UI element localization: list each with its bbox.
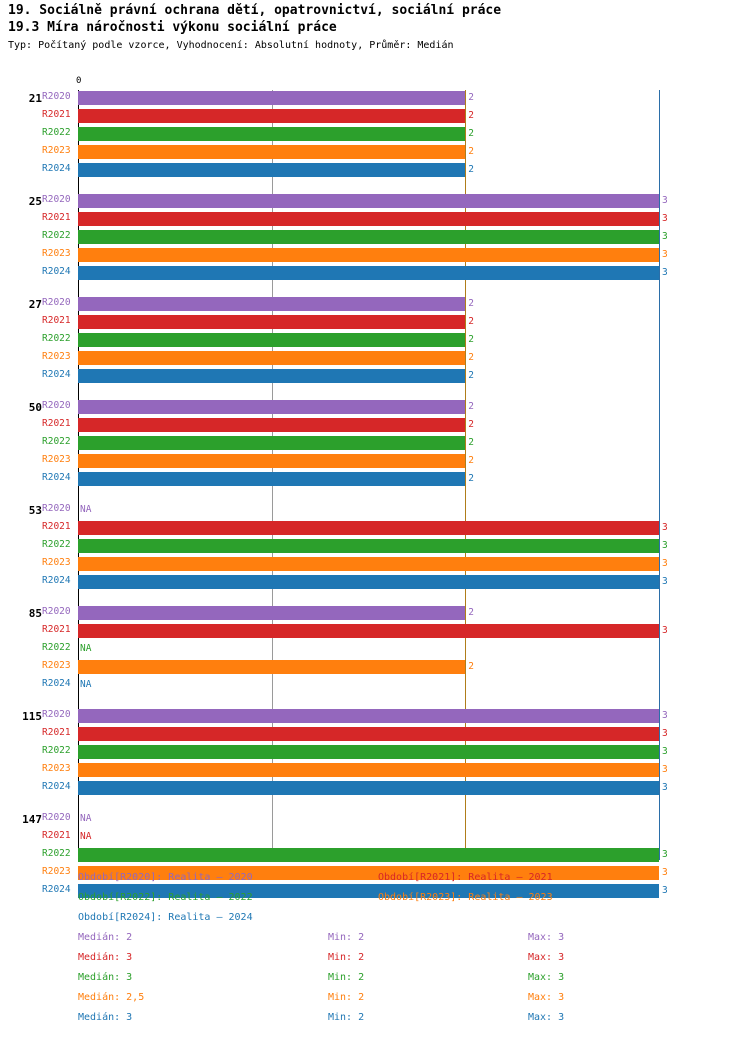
bar-value-label: 2: [468, 607, 475, 618]
bar[interactable]: [78, 539, 659, 553]
bar[interactable]: [78, 333, 465, 347]
series-row-label: R2023: [42, 351, 71, 362]
series-row-label: R2023: [42, 145, 71, 156]
bar-value-label: 2: [468, 473, 475, 484]
series-row-label: R2022: [42, 745, 71, 756]
bar[interactable]: [78, 521, 659, 535]
bar[interactable]: [78, 624, 659, 638]
stat-min: Min: 2: [328, 932, 365, 943]
chart-bar-row[interactable]: [42, 90, 688, 106]
group-label: 53: [28, 504, 42, 517]
chart-bar-row[interactable]: [42, 211, 688, 227]
page-title-line1: 19. Sociálně právní ochrana dětí, opatrovnictví, sociální práce: [8, 3, 502, 18]
bar-value-label: 3: [661, 195, 668, 206]
series-row-label: R2021: [42, 624, 71, 635]
chart-bar-row[interactable]: [42, 677, 688, 693]
chart-bar-row[interactable]: [42, 811, 688, 827]
bar[interactable]: [78, 660, 465, 674]
bar-value-label: 3: [661, 728, 668, 739]
bar-value-label: 2: [468, 92, 475, 103]
bar[interactable]: [78, 472, 465, 486]
chart-bar-row[interactable]: [42, 296, 688, 312]
legend-item-R2022[interactable]: Období[R2022]: Realita – 2022: [78, 892, 253, 903]
bar[interactable]: [78, 91, 465, 105]
stat-median: Medián: 2: [78, 932, 133, 943]
stat-max: Max: 3: [528, 992, 565, 1003]
page-title-line2: 19.3 Míra náročnosti výkonu sociální práce: [8, 20, 337, 35]
stat-median: Medián: 3: [78, 1012, 133, 1023]
stat-median: Medián: 3: [78, 972, 133, 983]
bar[interactable]: [78, 727, 659, 741]
series-row-label: R2022: [42, 642, 71, 653]
series-row-label: R2020: [42, 606, 71, 617]
bar-value-label: 2: [468, 128, 475, 139]
series-row-label: R2023: [42, 454, 71, 465]
bar-value-label: 2: [468, 298, 475, 309]
bar[interactable]: [78, 315, 465, 329]
chart-bar-row[interactable]: [42, 708, 688, 724]
chart-bar-row[interactable]: [42, 265, 688, 281]
series-row-label: R2023: [42, 763, 71, 774]
group-label: 25: [28, 195, 42, 208]
legend-row: [78, 872, 698, 892]
bar[interactable]: [78, 212, 659, 226]
stat-min: Min: 2: [328, 952, 365, 963]
chart-bar-row[interactable]: [42, 829, 688, 845]
bar[interactable]: [78, 848, 659, 862]
group-label: 27: [28, 298, 42, 311]
bar[interactable]: [78, 454, 465, 468]
stat-min: Min: 2: [328, 992, 365, 1003]
bar-value-label: 2: [468, 164, 475, 175]
legend-row: [78, 912, 698, 932]
bar[interactable]: [78, 557, 659, 571]
legend-row: [78, 892, 698, 912]
stat-max: Max: 3: [528, 952, 565, 963]
series-row-label: R2021: [42, 521, 71, 532]
chart-bar-row[interactable]: [42, 247, 688, 263]
bar[interactable]: [78, 230, 659, 244]
bar-value-label: 2: [468, 370, 475, 381]
bar-value-label: 3: [661, 625, 668, 636]
series-row-label: R2021: [42, 727, 71, 738]
series-row-label: R2020: [42, 812, 71, 823]
bar-value-label: 3: [661, 558, 668, 569]
bar-na-label: NA: [80, 679, 92, 690]
axis-origin-label: 0: [76, 76, 82, 86]
series-row-label: R2022: [42, 333, 71, 344]
bar-value-label: 3: [661, 576, 668, 587]
series-row-label: R2021: [42, 109, 71, 120]
stat-max: Max: 3: [528, 1012, 565, 1023]
chart-bar-row[interactable]: [42, 162, 688, 178]
bar-value-label: 2: [468, 437, 475, 448]
stats-row: [78, 1012, 698, 1032]
chart-subtitle: Typ: Počítaný podle vzorce, Vyhodnocení: Absolutní hodnoty, Průměr: Medián: [8, 40, 454, 51]
bar[interactable]: [78, 297, 465, 311]
bar-na-label: NA: [80, 831, 92, 842]
bar[interactable]: [78, 266, 659, 280]
bar-value-label: 3: [661, 746, 668, 757]
bar[interactable]: [78, 418, 465, 432]
legend-item-R2021[interactable]: Období[R2021]: Realita – 2021: [378, 872, 553, 883]
bar-value-label: 3: [661, 267, 668, 278]
chart-bar-row[interactable]: [42, 368, 688, 384]
bar-value-label: 3: [661, 782, 668, 793]
chart-bar-row[interactable]: [42, 229, 688, 245]
series-row-label: R2020: [42, 400, 71, 411]
bar-value-label: 3: [661, 764, 668, 775]
series-row-label: R2024: [42, 163, 71, 174]
stats-row: [78, 992, 698, 1012]
series-row-label: R2021: [42, 830, 71, 841]
group-label: 115: [22, 710, 42, 723]
chart-bar-row[interactable]: [42, 435, 688, 451]
bar-na-label: NA: [80, 813, 92, 824]
series-row-label: R2024: [42, 369, 71, 380]
bar[interactable]: [78, 194, 659, 208]
chart-legend: [78, 872, 698, 1032]
chart-bar-row[interactable]: [42, 605, 688, 621]
series-row-label: R2023: [42, 660, 71, 671]
series-row-label: R2020: [42, 194, 71, 205]
series-row-label: R2024: [42, 575, 71, 586]
series-row-label: R2021: [42, 212, 71, 223]
series-row-label: R2024: [42, 884, 71, 895]
series-row-label: R2024: [42, 678, 71, 689]
bar[interactable]: [78, 436, 465, 450]
chart-bar-row[interactable]: [42, 847, 688, 863]
series-row-label: R2022: [42, 127, 71, 138]
bar[interactable]: [78, 763, 659, 777]
group-label: 147: [22, 813, 42, 826]
series-row-label: R2020: [42, 91, 71, 102]
series-row-label: R2022: [42, 230, 71, 241]
chart-bar-row[interactable]: [42, 471, 688, 487]
chart-bar-row[interactable]: [42, 520, 688, 536]
stat-max: Max: 3: [528, 972, 565, 983]
bar-value-label: 2: [468, 419, 475, 430]
legend-item-R2024[interactable]: Období[R2024]: Realita – 2024: [78, 912, 253, 923]
chart-bar-row[interactable]: [42, 126, 688, 142]
bar-value-label: 3: [661, 867, 668, 878]
series-row-label: R2022: [42, 539, 71, 550]
stat-median: Medián: 2,5: [78, 992, 145, 1003]
series-row-label: R2024: [42, 266, 71, 277]
bar-value-label: 2: [468, 146, 475, 157]
chart-bar-row[interactable]: [42, 332, 688, 348]
legend-item-R2023[interactable]: Období[R2023]: Realita – 2023: [378, 892, 553, 903]
bar[interactable]: [78, 400, 465, 414]
bar-value-label: 2: [468, 661, 475, 672]
bar-na-label: NA: [80, 643, 92, 654]
chart-bar-row[interactable]: [42, 726, 688, 742]
bar-value-label: 2: [468, 110, 475, 121]
bar-value-label: 2: [468, 401, 475, 412]
series-row-label: R2024: [42, 472, 71, 483]
chart-header: [8, 2, 748, 53]
chart-bar-row[interactable]: [42, 453, 688, 469]
bar[interactable]: [78, 369, 465, 383]
bar-value-label: 3: [661, 213, 668, 224]
bar-value-label: 3: [661, 849, 668, 860]
series-row-label: R2023: [42, 866, 71, 877]
bar[interactable]: [78, 127, 465, 141]
series-row-label: R2020: [42, 709, 71, 720]
chart-bar-row[interactable]: [42, 556, 688, 572]
bar[interactable]: [78, 145, 465, 159]
series-row-label: R2024: [42, 781, 71, 792]
chart-bar-row[interactable]: [42, 574, 688, 590]
chart-bar-row[interactable]: [42, 659, 688, 675]
chart-bar-row[interactable]: [42, 623, 688, 639]
series-row-label: R2023: [42, 557, 71, 568]
group-label: 85: [28, 607, 42, 620]
series-row-label: R2022: [42, 436, 71, 447]
bar[interactable]: [78, 109, 465, 123]
bar-value-label: 3: [661, 885, 668, 896]
bar-value-label: 2: [468, 316, 475, 327]
stat-median: Medián: 3: [78, 952, 133, 963]
series-row-label: R2020: [42, 297, 71, 308]
bar[interactable]: [78, 781, 659, 795]
stats-row: [78, 952, 698, 972]
bar[interactable]: [78, 575, 659, 589]
chart-bar-row[interactable]: [42, 350, 688, 366]
stat-min: Min: 2: [328, 1012, 365, 1023]
chart-bar-row[interactable]: [42, 641, 688, 657]
legend-item-R2020[interactable]: Období[R2020]: Realita – 2020: [78, 872, 253, 883]
bar-value-label: 2: [468, 455, 475, 466]
chart-bar-row[interactable]: [42, 314, 688, 330]
bar-value-label: 3: [661, 540, 668, 551]
chart-bar-row[interactable]: [42, 502, 688, 518]
chart-bar-row[interactable]: [42, 399, 688, 415]
chart-bar-row[interactable]: [42, 744, 688, 760]
bar[interactable]: [78, 745, 659, 759]
bar[interactable]: [78, 163, 465, 177]
chart-bar-row[interactable]: [42, 762, 688, 778]
bar-value-label: 3: [661, 249, 668, 260]
group-label: 21: [28, 92, 42, 105]
bar-value-label: 3: [661, 710, 668, 721]
series-row-label: R2022: [42, 848, 71, 859]
series-row-label: R2020: [42, 503, 71, 514]
chart-bar-row[interactable]: [42, 417, 688, 433]
group-label: 50: [28, 401, 42, 414]
chart-bar-row[interactable]: [42, 144, 688, 160]
series-row-label: R2021: [42, 418, 71, 429]
bar-value-label: 2: [468, 334, 475, 345]
bar[interactable]: [78, 248, 659, 262]
chart-bar-row[interactable]: [42, 193, 688, 209]
stat-min: Min: 2: [328, 972, 365, 983]
bar-value-label: 3: [661, 231, 668, 242]
chart-bar-row[interactable]: [42, 538, 688, 554]
chart-bar-row[interactable]: [42, 108, 688, 124]
stat-max: Max: 3: [528, 932, 565, 943]
bar-na-label: NA: [80, 504, 92, 515]
stats-row: [78, 972, 698, 992]
bar[interactable]: [78, 351, 465, 365]
bar[interactable]: [78, 606, 465, 620]
bar-value-label: 3: [661, 522, 668, 533]
chart-bar-row[interactable]: [42, 780, 688, 796]
bar[interactable]: [78, 709, 659, 723]
bar-value-label: 2: [468, 352, 475, 363]
series-row-label: R2023: [42, 248, 71, 259]
series-row-label: R2021: [42, 315, 71, 326]
stats-row: [78, 932, 698, 952]
